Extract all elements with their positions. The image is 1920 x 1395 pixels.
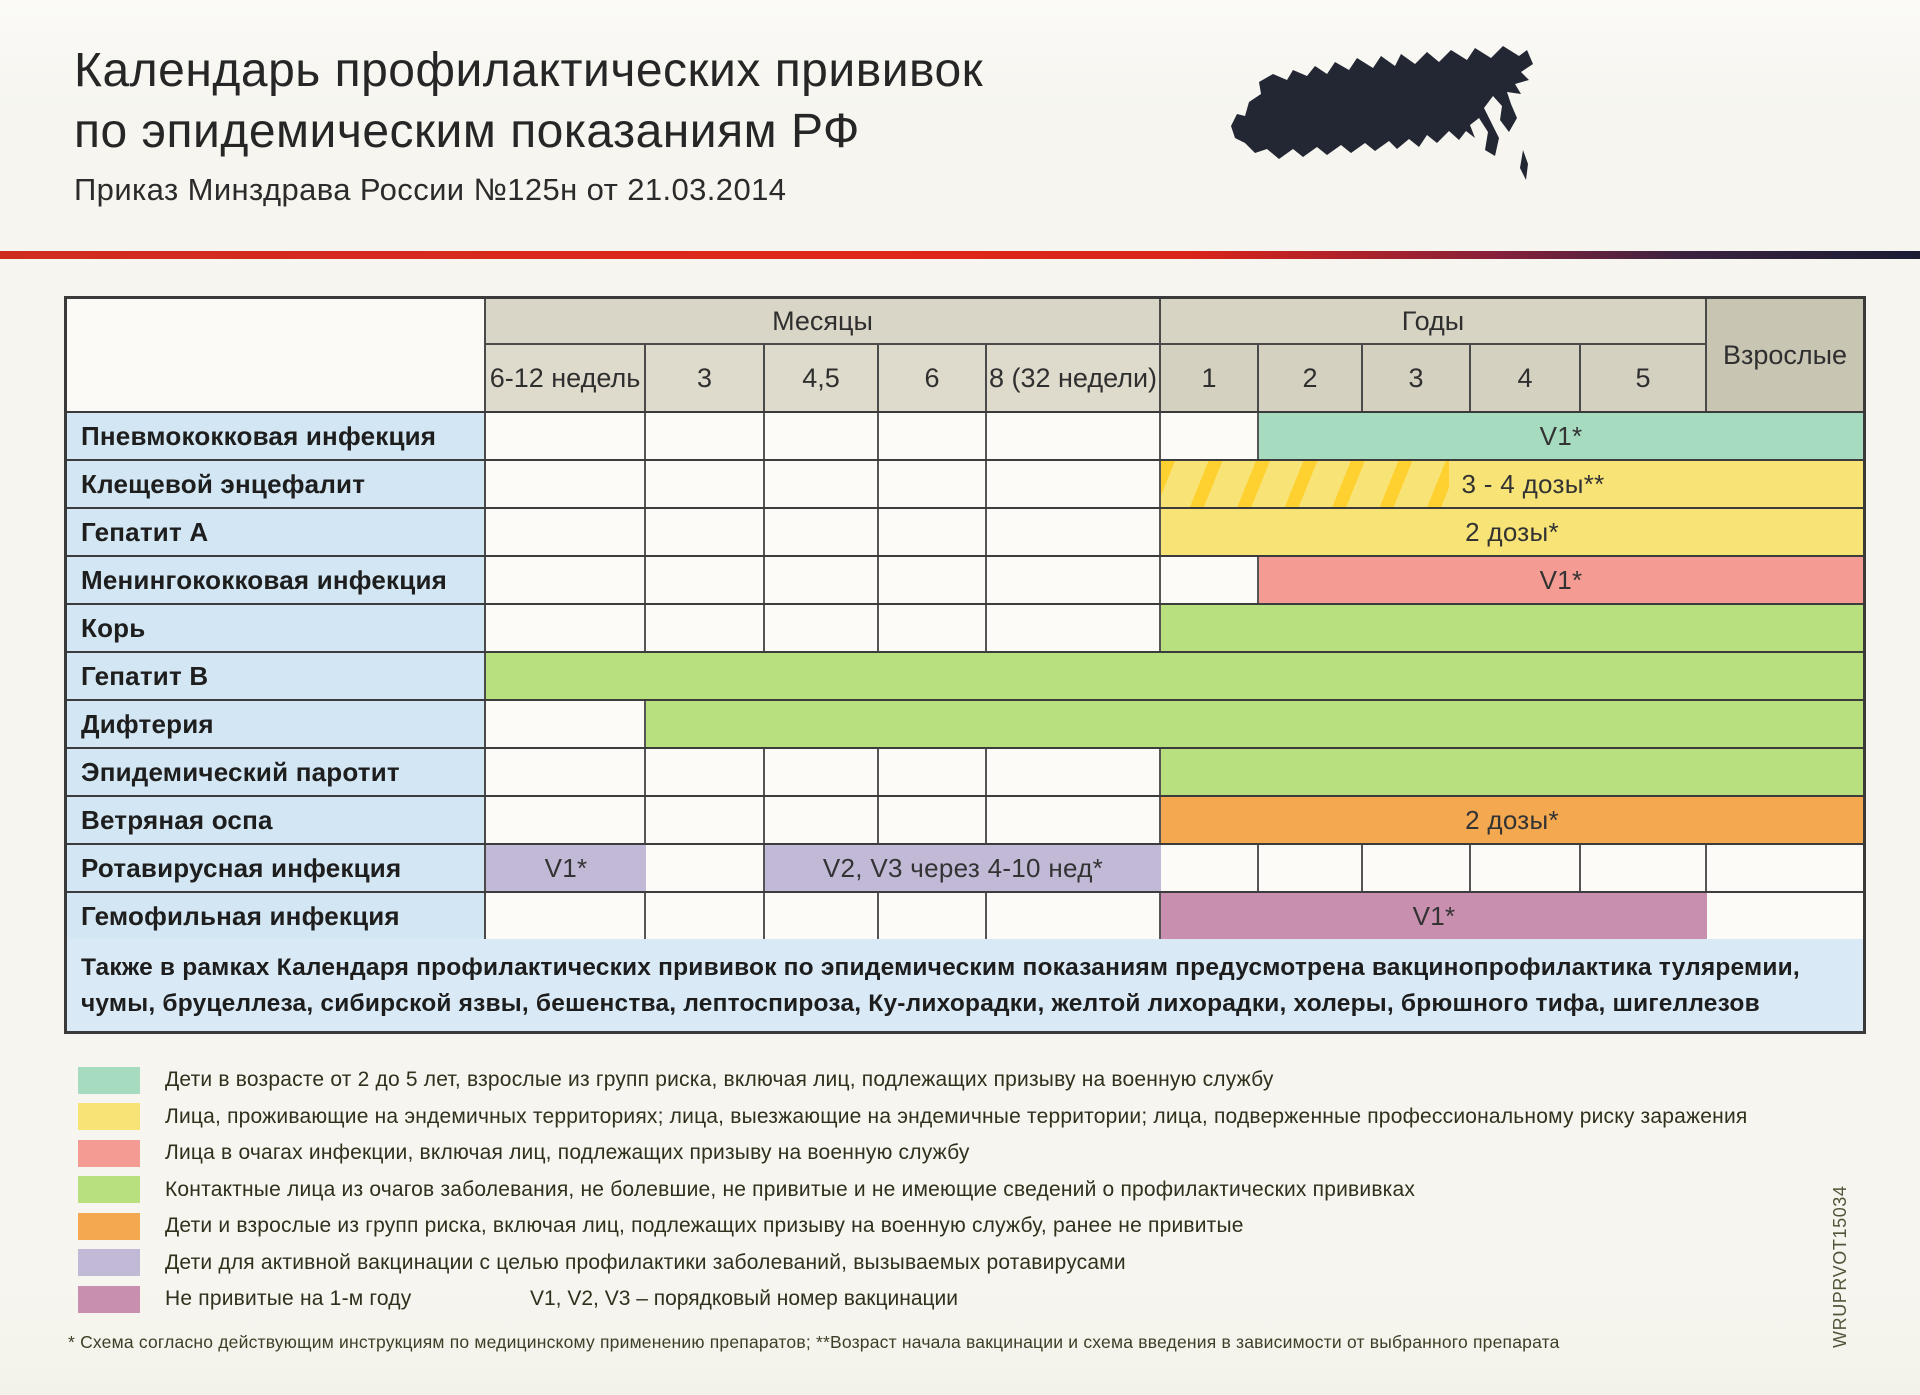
grid-cell xyxy=(987,605,1161,651)
grid-cell xyxy=(1707,893,1863,939)
grid-cell xyxy=(879,461,987,507)
header-year-col: 4 xyxy=(1471,345,1581,411)
row-label: Ветряная оспа xyxy=(67,797,486,843)
grid-cell xyxy=(765,749,879,795)
table-footer-note: Также в рамках Календаря профилактических прививок по эпидемическим показаниям предусмотрена вакцинопрофилактика туляремии, чумы, бруцеллеза, сибирской язвы, бешенства, лептоспироза, Ку-лихорадки, желтой лихорадки, холеры, брюшного тифа, шигеллезов xyxy=(67,939,1863,1031)
grid-cell xyxy=(765,605,879,651)
page-subtitle: Приказ Минздрава России №125н от 21.03.2014 xyxy=(74,172,787,207)
legend-swatch xyxy=(78,1176,140,1203)
table-row xyxy=(67,461,1863,509)
vaccine-bar-label: 2 дозы* xyxy=(1465,516,1559,547)
row-label: Ротавирусная инфекция xyxy=(67,845,486,891)
header-month-col: 4,5 xyxy=(765,345,879,411)
grid-cell xyxy=(486,893,646,939)
footnote: * Схема согласно действующим инструкциям по медицинскому применению препаратов; **Возраст начала вакцинации и схема введения в зависимости от выбранного препарата xyxy=(68,1332,1560,1352)
vaccination-number-note: V1, V2, V3 – порядковый номер вакцинации xyxy=(530,1287,958,1311)
vaccination-table xyxy=(64,296,1866,1034)
vaccine-bar-label: V2, V3 через 4-10 нед* xyxy=(822,852,1104,883)
grid-cell xyxy=(879,893,987,939)
legend-swatch xyxy=(78,1067,140,1094)
table-row xyxy=(67,893,1863,939)
row-label: Гемофильная инфекция xyxy=(67,893,486,939)
vaccine-bar xyxy=(1161,605,1863,651)
legend-swatch xyxy=(78,1103,140,1130)
vaccine-bar-label: V1* xyxy=(544,852,588,883)
grid-cell xyxy=(765,509,879,555)
vaccine-bar xyxy=(486,845,646,891)
header-group-months: Месяцы xyxy=(486,299,1161,345)
header-month-col: 6 xyxy=(879,345,987,411)
print-code-watermark: WRUPRVOT15034 xyxy=(1830,1185,1850,1348)
grid-cell xyxy=(646,509,765,555)
table-row xyxy=(67,845,1863,893)
grid-cell xyxy=(1581,845,1707,891)
legend-swatch xyxy=(78,1286,140,1313)
grid-cell xyxy=(1161,557,1259,603)
grid-cell xyxy=(879,509,987,555)
vaccine-bar-label: 2 дозы* xyxy=(1465,804,1559,835)
table-header xyxy=(67,299,1863,413)
legend-item xyxy=(78,1245,1838,1282)
table-row xyxy=(67,701,1863,749)
header-corner-cell xyxy=(67,299,486,411)
grid-cell xyxy=(486,509,646,555)
grid-cell xyxy=(486,701,646,747)
page-title-line1: Календарь профилактических прививок xyxy=(74,44,984,97)
legend-label: Не привитые на 1-м году xyxy=(165,1287,412,1311)
table-body xyxy=(67,413,1863,939)
row-label: Корь xyxy=(67,605,486,651)
row-label: Эпидемический паротит xyxy=(67,749,486,795)
grid-cell xyxy=(486,557,646,603)
vaccine-bar xyxy=(1161,749,1863,795)
vaccine-bar-label: 3 - 4 дозы** xyxy=(1461,468,1605,499)
header-month-col: 3 xyxy=(646,345,765,411)
grid-cell xyxy=(987,557,1161,603)
grid-cell xyxy=(1161,413,1259,459)
grid-cell xyxy=(765,797,879,843)
hatch-pattern xyxy=(1161,461,1449,507)
legend-label: Дети и взрослые из групп риска, включая лиц, подлежащих призыву на военную службу, ранее не привитые xyxy=(165,1214,1244,1238)
legend-item xyxy=(78,1099,1838,1136)
legend-label: Лица в очагах инфекции, включая лиц, подлежащих призыву на военную службу xyxy=(165,1141,970,1165)
header-month-col: 6-12 недель xyxy=(486,345,646,411)
grid-cell xyxy=(765,461,879,507)
russia-map-icon xyxy=(1218,30,1548,210)
grid-cell xyxy=(765,557,879,603)
page-title xyxy=(74,40,983,162)
grid-cell xyxy=(646,557,765,603)
legend-item xyxy=(78,1281,1838,1318)
table-row xyxy=(67,509,1863,557)
vaccine-bar-label: V1* xyxy=(1539,420,1583,451)
row-label: Клещевой энцефалит xyxy=(67,461,486,507)
table-row xyxy=(67,605,1863,653)
grid-cell xyxy=(765,413,879,459)
grid-cell xyxy=(879,557,987,603)
vaccine-bar xyxy=(1259,557,1863,603)
grid-cell xyxy=(987,893,1161,939)
vaccine-bar xyxy=(646,701,1863,747)
grid-cell xyxy=(1707,845,1863,891)
grid-cell xyxy=(646,797,765,843)
grid-cell xyxy=(1161,845,1259,891)
grid-cell xyxy=(1259,845,1363,891)
table-row xyxy=(67,413,1863,461)
table-row xyxy=(67,557,1863,605)
header-group-years: Годы xyxy=(1161,299,1707,345)
grid-cell xyxy=(486,749,646,795)
header-adults-cell: Взрослые xyxy=(1707,299,1863,411)
header-year-col: 2 xyxy=(1259,345,1363,411)
page-title-line2: по эпидемическим показаниям РФ xyxy=(74,105,860,158)
grid-cell xyxy=(646,605,765,651)
legend-label: Лица, проживающие на эндемичных территориях; лица, выезжающие на эндемичные территории; лица, подверженные профессиональному риску заражения xyxy=(165,1104,1748,1128)
grid-cell xyxy=(987,797,1161,843)
accent-divider xyxy=(0,251,1920,259)
header-year-col: 5 xyxy=(1581,345,1707,411)
header-month-col: 8 (32 недели) xyxy=(987,345,1161,411)
grid-cell xyxy=(646,845,765,891)
legend-label: Дети в возрасте от 2 до 5 лет, взрослые из групп риска, включая лиц, подлежащих призыву на военную службу xyxy=(165,1068,1274,1092)
vaccine-bar xyxy=(1161,797,1863,843)
legend-item xyxy=(78,1208,1838,1245)
grid-cell xyxy=(1471,845,1581,891)
grid-cell xyxy=(486,605,646,651)
row-label: Гепатит А xyxy=(67,509,486,555)
grid-cell xyxy=(1363,845,1471,891)
grid-cell xyxy=(987,461,1161,507)
grid-cell xyxy=(879,749,987,795)
legend-item xyxy=(78,1062,1838,1099)
grid-cell xyxy=(765,893,879,939)
row-label: Менингококковая инфекция xyxy=(67,557,486,603)
grid-cell xyxy=(646,893,765,939)
legend-item xyxy=(78,1172,1838,1209)
table-row xyxy=(67,749,1863,797)
legend-item xyxy=(78,1135,1838,1172)
grid-cell xyxy=(486,461,646,507)
grid-cell xyxy=(486,413,646,459)
grid-cell xyxy=(987,509,1161,555)
grid-cell xyxy=(879,605,987,651)
table-row xyxy=(67,653,1863,701)
grid-cell xyxy=(987,749,1161,795)
row-label: Дифтерия xyxy=(67,701,486,747)
vaccine-bar xyxy=(1161,461,1863,507)
grid-cell xyxy=(987,413,1161,459)
header-year-col: 1 xyxy=(1161,345,1259,411)
legend-swatch xyxy=(78,1140,140,1167)
grid-cell xyxy=(879,797,987,843)
legend-label: Контактные лица из очагов заболевания, не болевшие, не привитые и не имеющие сведений о профилактических прививках xyxy=(165,1177,1416,1201)
legend xyxy=(78,1062,1838,1318)
grid-cell xyxy=(486,797,646,843)
vaccine-bar-label: V1* xyxy=(1412,900,1456,931)
vaccine-bar xyxy=(1161,509,1863,555)
grid-cell xyxy=(646,461,765,507)
legend-swatch xyxy=(78,1213,140,1240)
vaccine-bar xyxy=(1259,413,1863,459)
vaccine-bar-label: V1* xyxy=(1539,564,1583,595)
grid-cell xyxy=(646,413,765,459)
row-label: Пневмококковая инфекция xyxy=(67,413,486,459)
vaccine-bar xyxy=(1161,893,1707,939)
vaccine-bar xyxy=(486,653,1863,699)
row-label: Гепатит В xyxy=(67,653,486,699)
table-row xyxy=(67,797,1863,845)
legend-swatch xyxy=(78,1249,140,1276)
grid-cell xyxy=(646,749,765,795)
legend-label: Дети для активной вакцинации с целью профилактики заболеваний, вызываемых ротавирусами xyxy=(165,1250,1126,1274)
header-year-col: 3 xyxy=(1363,345,1471,411)
vaccine-bar xyxy=(765,845,1161,891)
grid-cell xyxy=(879,413,987,459)
